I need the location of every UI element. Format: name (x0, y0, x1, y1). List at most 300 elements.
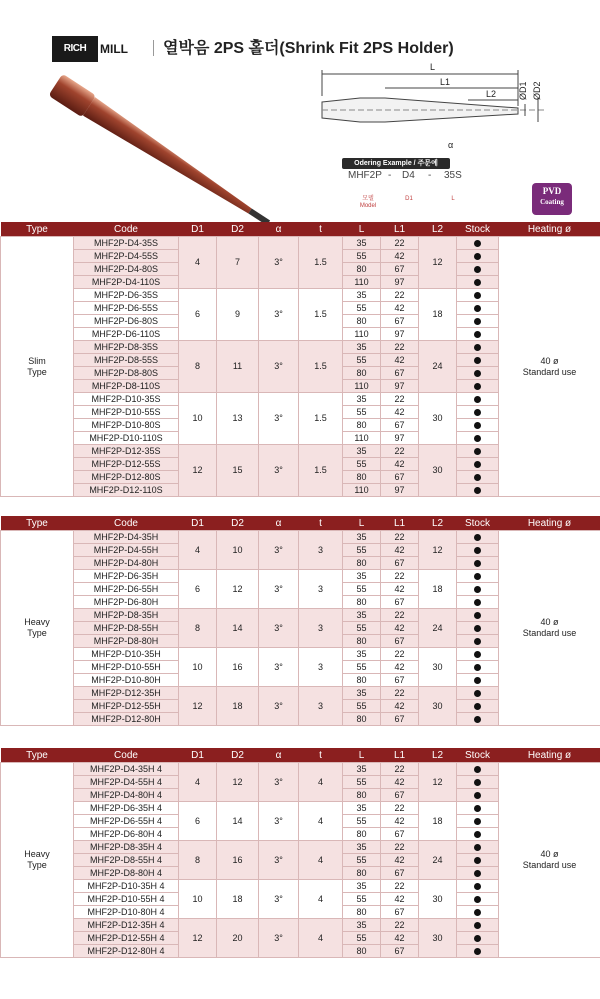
stock-cell (457, 906, 499, 919)
l1-cell: 22 (381, 445, 419, 458)
l1-cell: 67 (381, 906, 419, 919)
l1-cell: 67 (381, 828, 419, 841)
l1-cell: 22 (381, 237, 419, 250)
in-stock-dot-icon (474, 857, 481, 864)
code-cell: MHF2P-D12-55H (74, 700, 179, 713)
d2-cell: 18 (217, 687, 259, 726)
column-header: L2 (419, 222, 457, 237)
dim-L1: L1 (440, 77, 451, 87)
code-cell: MHF2P-D10-35S (74, 393, 179, 406)
stock-cell (457, 713, 499, 726)
code-cell: MHF2P-D8-110S (74, 380, 179, 393)
in-stock-dot-icon (474, 357, 481, 364)
in-stock-dot-icon (474, 560, 481, 567)
in-stock-dot-icon (474, 651, 481, 658)
in-stock-dot-icon (474, 922, 481, 929)
code-cell: MHF2P-D6-55H (74, 583, 179, 596)
column-header: D2 (217, 222, 259, 237)
in-stock-dot-icon (474, 792, 481, 799)
l-cell: 55 (343, 893, 381, 906)
code-cell: MHF2P-D10-110S (74, 432, 179, 445)
l1-cell: 97 (381, 380, 419, 393)
l-cell: 80 (343, 471, 381, 484)
a-cell: 3° (259, 919, 299, 958)
l-cell: 55 (343, 302, 381, 315)
d1-cell: 10 (179, 393, 217, 445)
l-cell: 55 (343, 406, 381, 419)
t-cell: 3 (299, 609, 343, 648)
code-cell: MHF2P-D12-35S (74, 445, 179, 458)
l-cell: 35 (343, 763, 381, 776)
d2-cell: 10 (217, 531, 259, 570)
dim-alpha: α (448, 140, 454, 150)
code-cell: MHF2P-D4-55S (74, 250, 179, 263)
l2-cell: 24 (419, 841, 457, 880)
l-cell: 35 (343, 687, 381, 700)
pvd-label: PVD (542, 186, 562, 196)
l-cell: 55 (343, 815, 381, 828)
code-cell: MHF2P-D8-80H (74, 635, 179, 648)
a-cell: 3° (259, 648, 299, 687)
stock-cell (457, 419, 499, 432)
d2-cell: 20 (217, 919, 259, 958)
holder-dimension-diagram (300, 60, 560, 155)
in-stock-dot-icon (474, 664, 481, 671)
code-cell: MHF2P-D10-55H (74, 661, 179, 674)
l-cell: 80 (343, 789, 381, 802)
stock-cell (457, 609, 499, 622)
column-header: Heating ø (499, 222, 600, 237)
column-header: t (299, 516, 343, 531)
l2-cell: 30 (419, 687, 457, 726)
code-cell: MHF2P-D8-35H 4 (74, 841, 179, 854)
l1-cell: 97 (381, 484, 419, 497)
l-cell: 35 (343, 841, 381, 854)
in-stock-dot-icon (474, 586, 481, 593)
in-stock-dot-icon (474, 612, 481, 619)
l-cell: 35 (343, 919, 381, 932)
in-stock-dot-icon (474, 844, 481, 851)
l2-cell: 30 (419, 445, 457, 497)
l-cell: 35 (343, 341, 381, 354)
l1-cell: 67 (381, 263, 419, 276)
order-d1: D4 (402, 170, 415, 181)
l1-cell: 67 (381, 419, 419, 432)
l2-cell: 12 (419, 763, 457, 802)
l-cell: 55 (343, 354, 381, 367)
stock-cell (457, 815, 499, 828)
in-stock-dot-icon (474, 599, 481, 606)
code-cell: MHF2P-D4-110S (74, 276, 179, 289)
l-cell: 55 (343, 661, 381, 674)
order-model: MHF2P (348, 170, 382, 181)
a-cell: 3° (259, 393, 299, 445)
a-cell: 3° (259, 237, 299, 289)
l-cell: 80 (343, 828, 381, 841)
l1-cell: 42 (381, 302, 419, 315)
in-stock-dot-icon (474, 779, 481, 786)
in-stock-dot-icon (474, 831, 481, 838)
stock-cell (457, 544, 499, 557)
l-cell: 55 (343, 932, 381, 945)
l2-cell: 30 (419, 648, 457, 687)
ordering-example-title: Odering Example / 주문예 (342, 158, 450, 169)
a-cell: 3° (259, 763, 299, 802)
in-stock-dot-icon (474, 948, 481, 955)
l1-cell: 67 (381, 867, 419, 880)
d1-cell: 4 (179, 763, 217, 802)
column-header: D1 (179, 222, 217, 237)
stock-cell (457, 596, 499, 609)
stock-cell (457, 945, 499, 958)
column-header: Type (1, 516, 74, 531)
stock-cell (457, 328, 499, 341)
in-stock-dot-icon (474, 370, 481, 377)
l1-cell: 42 (381, 776, 419, 789)
code-cell: MHF2P-D10-35H 4 (74, 880, 179, 893)
stock-cell (457, 531, 499, 544)
code-cell: MHF2P-D4-35H 4 (74, 763, 179, 776)
t-cell: 3 (299, 648, 343, 687)
stock-cell (457, 700, 499, 713)
coating-label: Coating (540, 198, 564, 206)
stock-cell (457, 445, 499, 458)
l2-cell: 18 (419, 289, 457, 341)
code-cell: MHF2P-D12-80H 4 (74, 945, 179, 958)
table-row (1, 531, 600, 544)
stock-cell (457, 570, 499, 583)
l2-cell: 18 (419, 802, 457, 841)
d1-cell: 6 (179, 570, 217, 609)
code-cell: MHF2P-D6-35H (74, 570, 179, 583)
stock-cell (457, 341, 499, 354)
code-cell: MHF2P-D4-80H (74, 557, 179, 570)
column-header: L2 (419, 748, 457, 763)
d2-cell: 14 (217, 802, 259, 841)
l1-cell: 97 (381, 328, 419, 341)
t-cell: 1.5 (299, 237, 343, 289)
code-cell: MHF2P-D12-55H 4 (74, 932, 179, 945)
l1-cell: 42 (381, 854, 419, 867)
column-header: D2 (217, 748, 259, 763)
t-cell: 4 (299, 841, 343, 880)
in-stock-dot-icon (474, 448, 481, 455)
l-cell: 80 (343, 596, 381, 609)
a-cell: 3° (259, 531, 299, 570)
l1-cell: 22 (381, 841, 419, 854)
d1-cell: 8 (179, 841, 217, 880)
l1-cell: 97 (381, 432, 419, 445)
l1-cell: 22 (381, 763, 419, 776)
l-cell: 35 (343, 289, 381, 302)
in-stock-dot-icon (474, 805, 481, 812)
in-stock-dot-icon (474, 331, 481, 338)
code-cell: MHF2P-D6-35S (74, 289, 179, 302)
l1-cell: 22 (381, 570, 419, 583)
stock-cell (457, 648, 499, 661)
logo-mark: RICH (52, 36, 98, 62)
code-cell: MHF2P-D12-80S (74, 471, 179, 484)
l1-cell: 67 (381, 674, 419, 687)
column-header: Code (74, 516, 179, 531)
d1-cell: 10 (179, 880, 217, 919)
column-header: L (343, 516, 381, 531)
column-header: Type (1, 222, 74, 237)
l2-cell: 24 (419, 341, 457, 393)
t-cell: 1.5 (299, 341, 343, 393)
d2-cell: 16 (217, 648, 259, 687)
code-cell: MHF2P-D10-35H (74, 648, 179, 661)
l-cell: 35 (343, 880, 381, 893)
code-cell: MHF2P-D4-80S (74, 263, 179, 276)
stock-cell (457, 263, 499, 276)
l-cell: 35 (343, 609, 381, 622)
stock-cell (457, 674, 499, 687)
stock-cell (457, 557, 499, 570)
code-cell: MHF2P-D4-80H 4 (74, 789, 179, 802)
stock-cell (457, 432, 499, 445)
code-cell: MHF2P-D6-80S (74, 315, 179, 328)
l1-cell: 42 (381, 354, 419, 367)
d2-cell: 15 (217, 445, 259, 497)
a-cell: 3° (259, 802, 299, 841)
l1-cell: 67 (381, 315, 419, 328)
table-row (1, 763, 600, 776)
stock-cell (457, 315, 499, 328)
stock-cell (457, 354, 499, 367)
in-stock-dot-icon (474, 292, 481, 299)
d2-cell: 12 (217, 763, 259, 802)
a-cell: 3° (259, 880, 299, 919)
column-header: Stock (457, 748, 499, 763)
l-cell: 80 (343, 674, 381, 687)
l-cell: 110 (343, 276, 381, 289)
code-cell: MHF2P-D8-55H (74, 622, 179, 635)
l-cell: 110 (343, 328, 381, 341)
order-sub-l: L (451, 196, 455, 202)
l1-cell: 67 (381, 471, 419, 484)
t-cell: 3 (299, 687, 343, 726)
t-cell: 1.5 (299, 289, 343, 341)
l-cell: 80 (343, 945, 381, 958)
d2-cell: 16 (217, 841, 259, 880)
d1-cell: 8 (179, 609, 217, 648)
column-header: D2 (217, 516, 259, 531)
l1-cell: 22 (381, 802, 419, 815)
l2-cell: 12 (419, 531, 457, 570)
stock-cell (457, 302, 499, 315)
l1-cell: 67 (381, 635, 419, 648)
l-cell: 110 (343, 484, 381, 497)
in-stock-dot-icon (474, 344, 481, 351)
code-cell: MHF2P-D8-80H 4 (74, 867, 179, 880)
t-cell: 4 (299, 763, 343, 802)
in-stock-dot-icon (474, 883, 481, 890)
d1-cell: 6 (179, 802, 217, 841)
dim-D2: ØD2 (532, 81, 542, 100)
in-stock-dot-icon (474, 935, 481, 942)
l1-cell: 22 (381, 919, 419, 932)
l-cell: 35 (343, 648, 381, 661)
order-l: 35S (444, 170, 462, 181)
in-stock-dot-icon (474, 896, 481, 903)
stock-cell (457, 932, 499, 945)
column-header: L1 (381, 516, 419, 531)
stock-cell (457, 776, 499, 789)
stock-cell (457, 250, 499, 263)
in-stock-dot-icon (474, 625, 481, 632)
d1-cell: 12 (179, 445, 217, 497)
d1-cell: 10 (179, 648, 217, 687)
l1-cell: 22 (381, 531, 419, 544)
code-cell: MHF2P-D6-110S (74, 328, 179, 341)
l1-cell: 22 (381, 289, 419, 302)
a-cell: 3° (259, 687, 299, 726)
spec-table-2 (0, 516, 600, 726)
stock-cell (457, 276, 499, 289)
l1-cell: 42 (381, 661, 419, 674)
column-header: Code (74, 748, 179, 763)
l-cell: 80 (343, 263, 381, 276)
l-cell: 80 (343, 906, 381, 919)
d2-cell: 14 (217, 609, 259, 648)
stock-cell (457, 484, 499, 497)
l-cell: 110 (343, 380, 381, 393)
t-cell: 4 (299, 802, 343, 841)
l1-cell: 97 (381, 276, 419, 289)
type-cell: Heavy Type (1, 763, 74, 958)
in-stock-dot-icon (474, 870, 481, 877)
l1-cell: 22 (381, 393, 419, 406)
holder-product-image (35, 72, 295, 222)
t-cell: 3 (299, 531, 343, 570)
l-cell: 35 (343, 531, 381, 544)
stock-cell (457, 583, 499, 596)
l-cell: 80 (343, 713, 381, 726)
in-stock-dot-icon (474, 547, 481, 554)
l1-cell: 42 (381, 700, 419, 713)
in-stock-dot-icon (474, 318, 481, 325)
stock-cell (457, 893, 499, 906)
column-header: Heating ø (499, 516, 600, 531)
spec-table-3 (0, 748, 600, 958)
t-cell: 3 (299, 570, 343, 609)
column-header: L2 (419, 516, 457, 531)
stock-cell (457, 661, 499, 674)
column-header: Code (74, 222, 179, 237)
order-sep-2: - (428, 170, 432, 181)
t-cell: 1.5 (299, 445, 343, 497)
stock-cell (457, 687, 499, 700)
l-cell: 55 (343, 700, 381, 713)
l1-cell: 42 (381, 250, 419, 263)
column-header: Stock (457, 516, 499, 531)
l2-cell: 30 (419, 919, 457, 958)
pvd-coating-badge (532, 183, 572, 215)
code-cell: MHF2P-D6-55S (74, 302, 179, 315)
a-cell: 3° (259, 841, 299, 880)
l1-cell: 42 (381, 406, 419, 419)
in-stock-dot-icon (474, 638, 481, 645)
column-header: α (259, 748, 299, 763)
in-stock-dot-icon (474, 818, 481, 825)
l-cell: 110 (343, 432, 381, 445)
stock-cell (457, 367, 499, 380)
in-stock-dot-icon (474, 703, 481, 710)
in-stock-dot-icon (474, 305, 481, 312)
d1-cell: 12 (179, 687, 217, 726)
l-cell: 55 (343, 776, 381, 789)
t-cell: 1.5 (299, 393, 343, 445)
l2-cell: 18 (419, 570, 457, 609)
code-cell: MHF2P-D6-55H 4 (74, 815, 179, 828)
code-cell: MHF2P-D4-35S (74, 237, 179, 250)
stock-cell (457, 471, 499, 484)
code-cell: MHF2P-D4-35H (74, 531, 179, 544)
a-cell: 3° (259, 570, 299, 609)
stock-cell (457, 802, 499, 815)
order-sub-d1: D1 (405, 196, 413, 202)
code-cell: MHF2P-D8-55H 4 (74, 854, 179, 867)
in-stock-dot-icon (474, 279, 481, 286)
l-cell: 35 (343, 393, 381, 406)
l2-cell: 24 (419, 609, 457, 648)
stock-cell (457, 393, 499, 406)
l1-cell: 67 (381, 789, 419, 802)
l1-cell: 22 (381, 880, 419, 893)
column-header: t (299, 222, 343, 237)
code-cell: MHF2P-D8-55S (74, 354, 179, 367)
l1-cell: 67 (381, 713, 419, 726)
in-stock-dot-icon (474, 461, 481, 468)
l1-cell: 22 (381, 341, 419, 354)
d2-cell: 13 (217, 393, 259, 445)
in-stock-dot-icon (474, 383, 481, 390)
in-stock-dot-icon (474, 690, 481, 697)
code-cell: MHF2P-D8-35H (74, 609, 179, 622)
in-stock-dot-icon (474, 253, 481, 260)
column-header: Type (1, 748, 74, 763)
column-header: Stock (457, 222, 499, 237)
a-cell: 3° (259, 341, 299, 393)
richmill-logo (52, 36, 140, 62)
code-cell: MHF2P-D12-55S (74, 458, 179, 471)
l-cell: 55 (343, 583, 381, 596)
code-cell: MHF2P-D12-35H (74, 687, 179, 700)
in-stock-dot-icon (474, 487, 481, 494)
table-header-row (1, 222, 600, 237)
l-cell: 35 (343, 237, 381, 250)
spec-table-1 (0, 222, 600, 497)
stock-cell (457, 828, 499, 841)
code-cell: MHF2P-D10-80H 4 (74, 906, 179, 919)
in-stock-dot-icon (474, 716, 481, 723)
column-header: α (259, 516, 299, 531)
stock-cell (457, 919, 499, 932)
d1-cell: 4 (179, 237, 217, 289)
l-cell: 80 (343, 867, 381, 880)
l-cell: 35 (343, 802, 381, 815)
in-stock-dot-icon (474, 573, 481, 580)
d1-cell: 4 (179, 531, 217, 570)
l-cell: 80 (343, 635, 381, 648)
dim-L2: L2 (486, 89, 497, 99)
column-header: L (343, 748, 381, 763)
stock-cell (457, 867, 499, 880)
l-cell: 80 (343, 557, 381, 570)
table-header-row (1, 748, 600, 763)
code-cell: MHF2P-D12-35H 4 (74, 919, 179, 932)
